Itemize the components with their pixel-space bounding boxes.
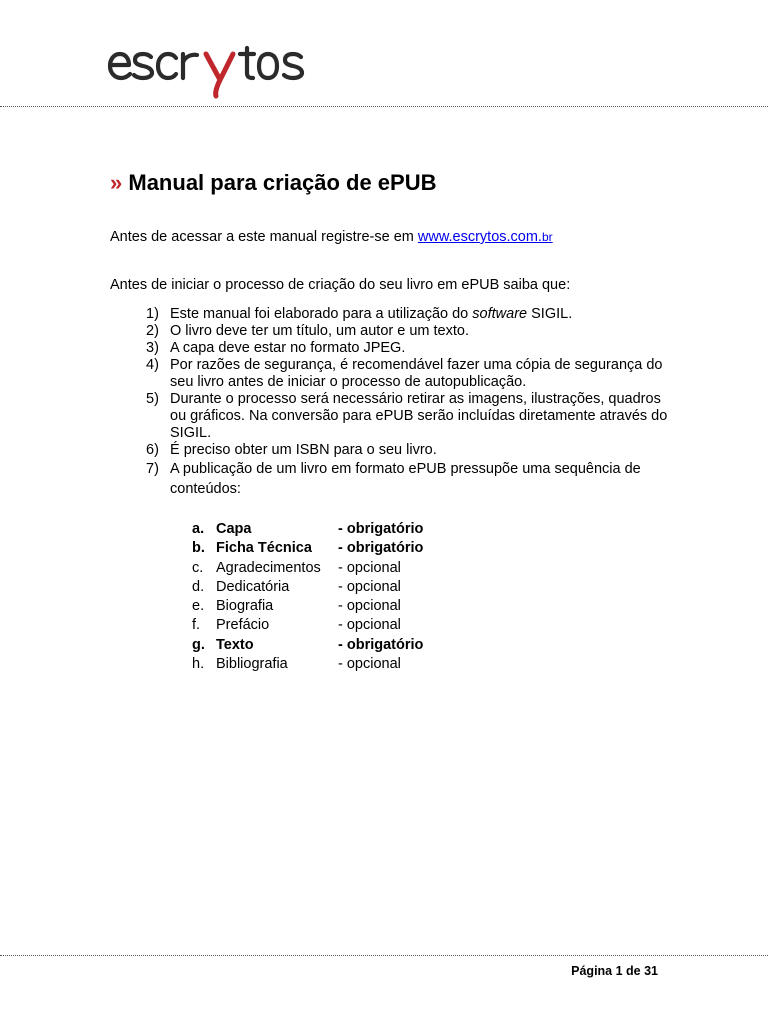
section-status: - opcional bbox=[338, 598, 401, 615]
section-item bbox=[192, 616, 458, 635]
section-name: Dedicatória bbox=[216, 578, 290, 595]
section-letter: e. bbox=[192, 598, 205, 615]
intro-text: Antes de acessar a este manual registre-se em bbox=[110, 229, 418, 245]
title-marker: » bbox=[110, 170, 123, 195]
step-number: 2) bbox=[146, 323, 159, 339]
page-title bbox=[110, 168, 437, 198]
step-number: 1) bbox=[146, 306, 159, 322]
section-item bbox=[192, 636, 458, 655]
step-text: É preciso obter um ISBN para o seu livro. bbox=[170, 442, 437, 458]
section-name: Texto bbox=[216, 636, 254, 653]
step-number: 4) bbox=[146, 357, 159, 373]
section-letter: d. bbox=[192, 578, 205, 595]
step-number: 6) bbox=[146, 442, 159, 458]
escrytos-logo bbox=[106, 34, 336, 102]
section-name: Bibliografia bbox=[216, 656, 288, 673]
step-number: 7) bbox=[146, 461, 159, 477]
header-divider bbox=[0, 106, 768, 107]
step-item bbox=[146, 442, 676, 459]
section-item bbox=[192, 520, 458, 539]
section-name: Agradecimentos bbox=[216, 559, 321, 576]
section-letter: h. bbox=[192, 656, 205, 673]
footer-divider bbox=[0, 955, 768, 956]
step-number: 3) bbox=[146, 340, 159, 356]
step-text: O livro deve ter um título, um autor e um texto. bbox=[170, 323, 469, 339]
epub-sections-list bbox=[192, 520, 458, 674]
section-name: Ficha Técnica bbox=[216, 540, 312, 557]
section-status: - opcional bbox=[338, 617, 401, 634]
section-item bbox=[192, 539, 458, 558]
steps-list bbox=[146, 306, 676, 499]
step-number: 5) bbox=[146, 391, 159, 407]
step-text: A publicação de um livro em formato ePUB pressupõe uma sequência de conteúdos: bbox=[170, 461, 641, 497]
software-emphasis: software bbox=[472, 306, 528, 322]
step-item bbox=[146, 306, 676, 323]
step-item bbox=[146, 340, 676, 357]
title-text: Manual para criação de ePUB bbox=[128, 170, 437, 195]
step-item bbox=[146, 459, 676, 499]
section-letter: c. bbox=[192, 559, 204, 576]
section-letter: g. bbox=[192, 636, 205, 653]
page-number: Página 1 de 31 bbox=[571, 964, 658, 978]
section-item bbox=[192, 655, 458, 674]
section-letter: a. bbox=[192, 521, 205, 537]
section-letter: f. bbox=[192, 617, 201, 634]
section-item bbox=[192, 597, 458, 616]
website-link-tld: br bbox=[541, 230, 553, 244]
step-text: Por razões de segurança, é recomendável fazer uma cópia de segurança do seu livro antes de iniciar o processo de autopublicação. bbox=[170, 357, 663, 390]
section-status: - opcional bbox=[338, 656, 401, 673]
section-name: Capa bbox=[216, 521, 252, 537]
section-letter: b. bbox=[192, 540, 205, 557]
lead-paragraph: Antes de iniciar o processo de criação do seu livro em ePUB saiba que: bbox=[110, 277, 571, 293]
step-text: A capa deve estar no formato JPEG. bbox=[170, 340, 406, 356]
step-item bbox=[146, 391, 676, 442]
step-text: Durante o processo será necessário retirar as imagens, ilustrações, quadros ou gráficos. Na conversão para ePUB serão incluídas diretamente através do SIGIL. bbox=[170, 391, 668, 441]
intro-paragraph bbox=[110, 228, 553, 246]
section-item bbox=[192, 559, 458, 578]
website-link-main: www.escrytos.com. bbox=[417, 229, 542, 245]
section-status: - obrigatório bbox=[338, 636, 424, 653]
section-status: - opcional bbox=[338, 559, 401, 576]
step-text: Este manual foi elaborado para a utilização do software SIGIL. bbox=[170, 306, 573, 322]
section-status: - obrigatório bbox=[338, 521, 424, 537]
section-status: - obrigatório bbox=[338, 540, 424, 557]
section-status: - opcional bbox=[338, 578, 401, 595]
section-item bbox=[192, 578, 458, 597]
step-item bbox=[146, 323, 676, 340]
step-item bbox=[146, 357, 676, 391]
section-name: Prefácio bbox=[216, 617, 270, 634]
section-name: Biografia bbox=[216, 598, 274, 615]
website-link[interactable] bbox=[418, 229, 553, 245]
